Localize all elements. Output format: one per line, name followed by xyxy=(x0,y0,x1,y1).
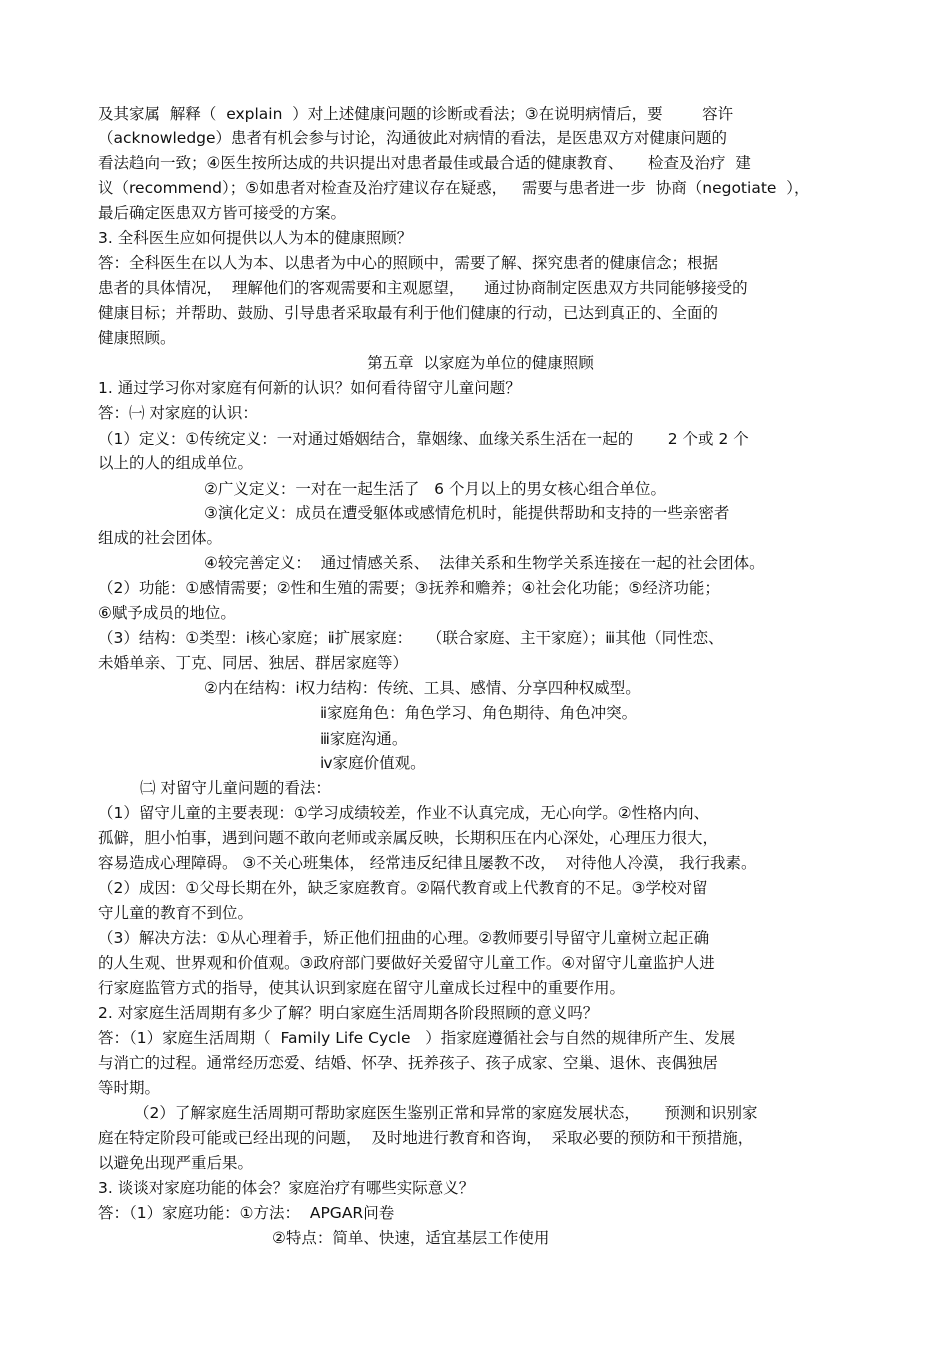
text-line: （2）了解家庭生活周期可帮助家庭医生鉴别正常和异常的家庭发展状态， 预测和识别家 xyxy=(134,1104,758,1122)
question-heading: 2. 对家庭生活周期有多少了解？明白家庭生活周期各阶段照顾的意义吗？ xyxy=(98,1004,599,1022)
text-line: （2）功能：①感情需要；②性和生殖的需要；③抚养和赡养；④社会化功能；⑤经济功能； xyxy=(98,579,720,597)
text-line: ③演化定义：成员在遭受躯体或感情危机时，能提供帮助和支持的一些亲密者 xyxy=(204,504,730,522)
text-line: 以避免出现严重后果。 xyxy=(98,1154,254,1172)
text-line: （3）结构：①类型：ⅰ核心家庭；ⅱ扩展家庭： （联合家庭、主干家庭）；ⅲ其他（同性恋、 xyxy=(98,629,724,647)
question-heading: 3. 全科医生应如何提供以人为本的健康照顾？ xyxy=(98,229,413,247)
text-line: （1）定义：①传统定义：一对通过婚姻结合，靠姻缘、血缘关系生活在一起的 2 个或 2 个 xyxy=(98,430,749,448)
text-line: ⅱ家庭角色：角色学习、角色期待、角色冲突。 xyxy=(320,704,638,722)
text-line: ②内在结构：ⅰ权力结构：传统、工具、感情、分享四种权威型。 xyxy=(204,679,641,697)
text-line: ②特点：简单、快速，适宜基层工作使用 xyxy=(272,1229,550,1247)
text-line: 及其家属 解释（ explain ）对上述健康问题的诊断或看法；③在说明病情后，要 容许 xyxy=(98,105,734,123)
text-line: 答：全科医生在以人为本、以患者为中心的照顾中，需要了解、探究患者的健康信念；根据 xyxy=(98,254,719,272)
text-line: 最后确定医患双方皆可接受的方案。 xyxy=(98,204,347,222)
text-line: 守儿童的教育不到位。 xyxy=(98,904,254,922)
text-line: ②广义定义：一对在一起生活了 6 个月以上的男女核心组合单位。 xyxy=(204,480,666,498)
text-line: （3）解决方法：①从心理着手，矫正他们扭曲的心理。②教师要引导留守儿童树立起正确 xyxy=(98,929,710,947)
text-line: （acknowledge）患者有机会参与讨论，沟通彼此对病情的看法，是医患双方对健康问题的 xyxy=(98,129,728,147)
text-line: 容易造成心理障碍。 ③不关心班集体， 经常违反纪律且屡教不改， 对待他人冷漠， 我行我素。 xyxy=(98,854,757,872)
text-line: （1）留守儿童的主要表现：①学习成绩较差，作业不认真完成，无心向学。②性格内向、 xyxy=(98,804,710,822)
text-line: 议（recommend）；⑤如患者对检查及治疗建议存在疑惑， 需要与患者进一步 协商（negotiate ）， xyxy=(98,179,810,197)
text-line: 以上的人的组成单位。 xyxy=(98,454,254,472)
text-line: 孤僻，胆小怕事，遇到问题不敢向老师或亲属反映，长期积压在内心深处，心理压力很大， xyxy=(98,829,719,847)
chapter-title: 第五章 以家庭为单位的健康照顾 xyxy=(367,354,594,372)
text-line: ⑥赋予成员的地位。 xyxy=(98,604,236,622)
text-line: ④较完善定义： 通过情感关系、 法律关系和生物学关系连接在一起的社会团体。 xyxy=(204,554,765,572)
text-line: 组成的社会团体。 xyxy=(98,529,223,547)
text-line: 的人生观、世界观和价值观。③政府部门要做好关爱留守儿童工作。④对留守儿童监护人进 xyxy=(98,954,715,972)
text-line: ⅳ家庭价值观。 xyxy=(320,754,426,772)
text-line: 等时期。 xyxy=(98,1079,161,1097)
question-heading: 1. 通过学习你对家庭有何新的认识？如何看待留守儿童问题？ xyxy=(98,379,521,397)
text-line: ㈡ 对留守儿童问题的看法： xyxy=(140,779,331,797)
text-line: 健康目标；并帮助、鼓励、引导患者采取最有利于他们健康的行动，已达到真正的、全面的 xyxy=(98,304,719,322)
question-heading: 3. 谈谈对家庭功能的体会？家庭治疗有哪些实际意义？ xyxy=(98,1179,475,1197)
text-line: 行家庭监管方式的指导，使其认识到家庭在留守儿童成长过程中的重要作用。 xyxy=(98,979,626,997)
text-line: 庭在特定阶段可能或已经出现的问题， 及时地进行教育和咨询， 采取必要的预防和干预措施， xyxy=(98,1129,754,1147)
text-line: （2）成因：①父母长期在外，缺乏家庭教育。②隔代教育或上代教育的不足。③学校对留 xyxy=(98,879,708,897)
text-line: 患者的具体情况， 理解他们的客观需要和主观愿望， 通过协商制定医患双方共同能够接受的 xyxy=(98,279,748,297)
text-line: 答：（1）家庭功能：①方法： APGAR问卷 xyxy=(98,1204,395,1222)
text-line: 看法趋向一致；④医生按所达成的共识提出对患者最佳或最合适的健康教育、 检查及治疗 建 xyxy=(98,154,751,172)
text-line: 未婚单亲、丁克、同居、独居、群居家庭等） xyxy=(98,654,409,672)
text-line: 健康照顾。 xyxy=(98,329,176,347)
text-line: 答：（1）家庭生活周期（ Family Life Cycle ）指家庭遵循社会与自然的规律所产生、发展 xyxy=(98,1029,736,1047)
text-line: ⅲ家庭沟通。 xyxy=(320,730,408,748)
text-line: 与消亡的过程。通常经历恋爱、结婚、怀孕、抚养孩子、孩子成家、空巢、退休、丧偶独居 xyxy=(98,1054,719,1072)
text-line: 答：㈠ 对家庭的认识： xyxy=(98,404,258,422)
